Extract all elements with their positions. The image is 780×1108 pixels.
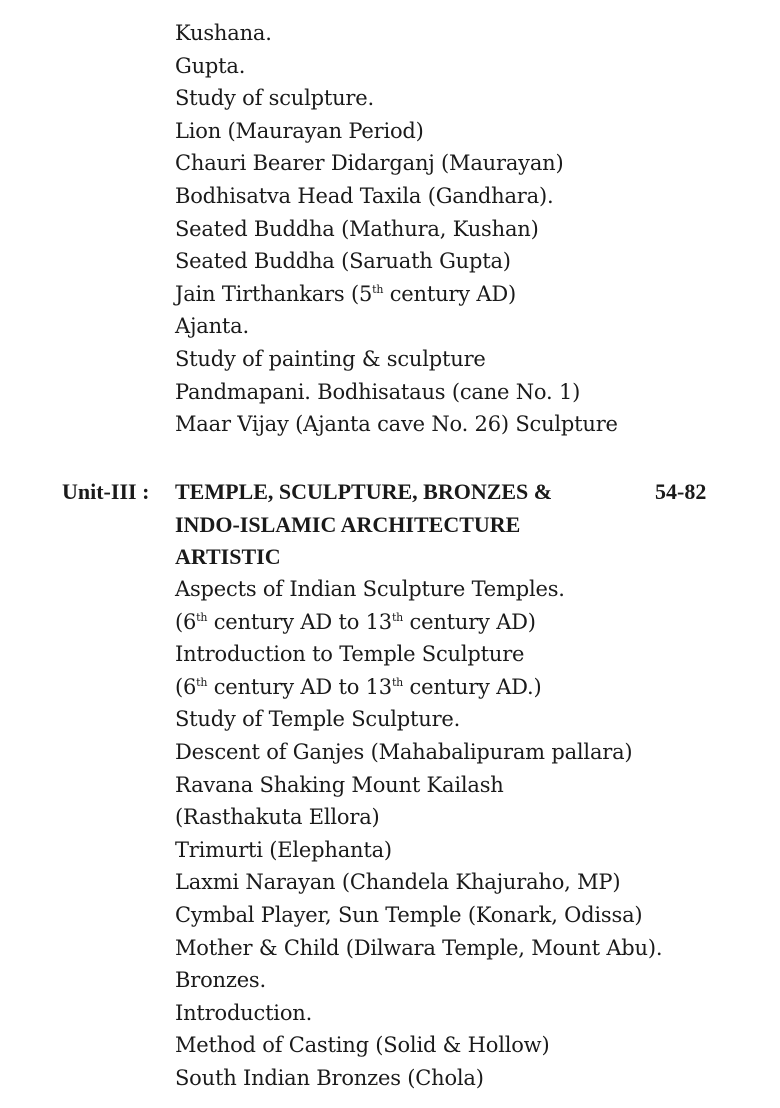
list-item: Study of sculpture. <box>175 86 374 111</box>
unit-topic-list <box>175 573 662 1095</box>
list-item: Laxmi Narayan (Chandela Khajuraho, MP) <box>175 870 621 895</box>
list-item: Jain Tirthankars (5th century AD) <box>175 281 516 306</box>
unit-title-line: INDO-ISLAMIC ARCHITECTURE <box>175 511 521 537</box>
top-topic-list <box>175 17 618 441</box>
list-item: Pandmapani. Bodhisataus (cane No. 1) <box>175 379 581 404</box>
list-item: Gupta. <box>175 53 246 78</box>
list-item: (6th century AD to 13th century AD.) <box>175 674 542 699</box>
list-item: Ajanta. <box>175 314 249 339</box>
list-item: Aspects of Indian Sculpture Temples. <box>175 577 565 601</box>
list-item: Chauri Bearer Didarganj (Maurayan) <box>175 151 564 176</box>
list-item: Seated Buddha (Mathura, Kushan) <box>175 216 539 241</box>
unit-title-line: ARTISTIC <box>175 544 281 569</box>
list-item: Cymbal Player, Sun Temple (Konark, Odissa) <box>175 902 643 927</box>
list-item: Bronzes. <box>175 968 266 993</box>
list-item: Trimurti (Elephanta) <box>175 837 392 862</box>
list-item: Introduction to Temple Sculpture <box>175 642 525 667</box>
list-item: Kushana. <box>175 21 272 45</box>
list-item: Seated Buddha (Saruath Gupta) <box>175 249 511 274</box>
list-item: (6th century AD to 13th century AD) <box>175 609 536 634</box>
list-item: Ravana Shaking Mount Kailash <box>175 772 504 797</box>
list-item: Lion (Maurayan Period) <box>175 118 424 143</box>
unit-title <box>175 476 552 574</box>
list-item: Descent of Ganjes (Mahabalipuram pallara) <box>175 739 633 764</box>
list-item: Mother & Child (Dilwara Temple, Mount Abu). <box>175 935 663 960</box>
list-item: (Rasthakuta Ellora) <box>175 805 380 830</box>
unit-label: Unit-III : <box>62 479 150 504</box>
list-item: Method of Casting (Solid & Hollow) <box>175 1033 550 1058</box>
list-item: Study of Temple Sculpture. <box>175 707 461 732</box>
list-item: Introduction. <box>175 1000 313 1025</box>
list-item: Study of painting & sculpture <box>175 346 486 371</box>
list-item: South Indian Bronzes (Chola) <box>175 1065 484 1090</box>
unit-title-line: TEMPLE, SCULPTURE, BRONZES & <box>175 479 553 504</box>
list-item: Maar Vijay (Ajanta cave No. 26) Sculpture <box>175 412 618 437</box>
unit-page-range: 54-82 <box>655 479 707 504</box>
list-item: Bodhisatva Head Taxila (Gandhara). <box>175 183 554 208</box>
